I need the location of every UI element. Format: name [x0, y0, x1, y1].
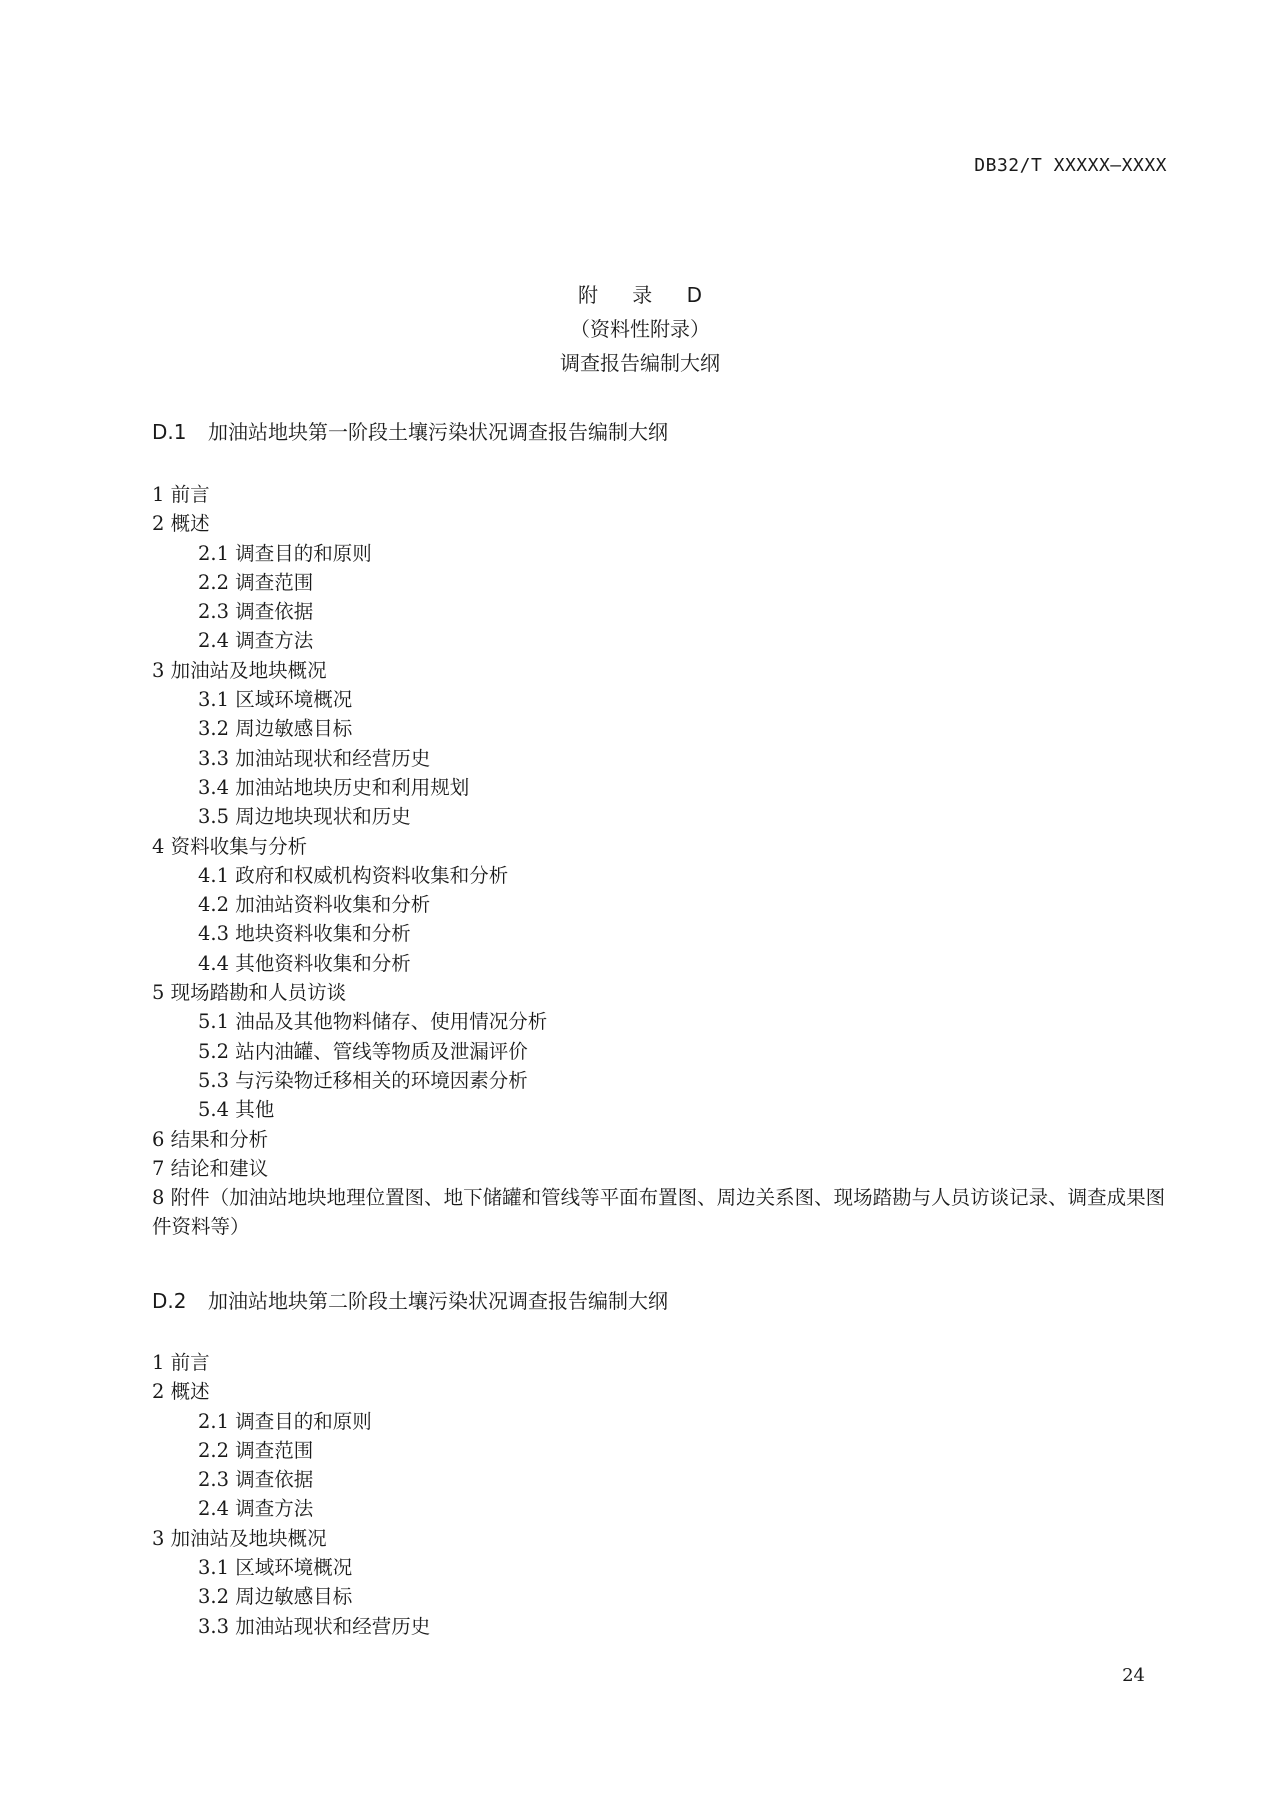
outline-item: 2 概述 [152, 512, 210, 536]
outline-subitem: 5.4 其他 [198, 1098, 275, 1122]
outline-subitem: 2.2 调查范围 [198, 1438, 314, 1462]
outline-item: 5 现场踏勘和人员访谈 [152, 981, 347, 1005]
outline-subitem: 4.4 其他资料收集和分析 [198, 951, 411, 975]
appendix-heading [0, 278, 1280, 380]
outline-item: 4 资料收集与分析 [152, 834, 308, 858]
outline-subitem: 2.4 调查方法 [198, 1497, 314, 1521]
section-number: D.1 [152, 420, 187, 444]
outline-subitem: 2.4 调查方法 [198, 629, 314, 653]
outline-subitem: 3.5 周边地块现状和历史 [198, 805, 411, 829]
outline-subitem: 5.2 站内油罐、管线等物质及泄漏评价 [198, 1039, 528, 1063]
section-number: D.2 [152, 1289, 187, 1313]
outline-subitem: 3.1 区域环境概况 [198, 1556, 353, 1580]
outline-item: 1 前言 [152, 483, 210, 506]
appendix-subtitle: （资料性附录） [570, 317, 710, 341]
outline-subitem: 4.2 加油站资料收集和分析 [198, 893, 431, 917]
outline-subitem: 3.3 加油站现状和经营历史 [198, 1614, 431, 1638]
section-title-d2 [152, 1285, 668, 1314]
outline-subitem: 4.3 地块资料收集和分析 [198, 922, 411, 946]
outline-d2 [152, 1348, 1170, 1641]
outline-item: 1 前言 [152, 1351, 210, 1374]
outline-item: 2 概述 [152, 1380, 210, 1404]
outline-subitem: 3.3 加油站现状和经营历史 [198, 746, 431, 770]
outline-subitem: 5.3 与污染物迁移相关的环境因素分析 [198, 1068, 528, 1092]
outline-subitem: 5.1 油品及其他物料储存、使用情况分析 [198, 1010, 548, 1034]
document-code: DB32/T XXXXX—XXXX [974, 155, 1167, 176]
outline-subitem: 2.2 调查范围 [198, 570, 314, 594]
outline-item: 3 加油站及地块概况 [152, 1526, 327, 1550]
outline-subitem: 3.2 周边敏感目标 [198, 1585, 353, 1609]
section-title-text: 加油站地块第一阶段土壤污染状况调查报告编制大纲 [208, 420, 668, 444]
page-number: 24 [1122, 1665, 1145, 1686]
outline-subitem: 3.4 加油站地块历史和利用规划 [198, 775, 470, 799]
outline-subitem: 3.1 区域环境概况 [198, 688, 353, 712]
outline-d1 [152, 480, 1170, 1242]
outline-item-attachments: 8 附件（加油站地块地理位置图、地下储罐和管线等平面布置图、周边关系图、现场踏勘与人员访谈记录、调查成果图件资料等） [152, 1186, 1166, 1239]
outline-subitem: 2.1 调查目的和原则 [198, 1409, 372, 1433]
appendix-heading-text: 调查报告编制大纲 [560, 351, 720, 375]
outline-item: 7 结论和建议 [152, 1156, 269, 1180]
outline-item: 6 结果和分析 [152, 1127, 269, 1151]
outline-item: 3 加油站及地块概况 [152, 658, 327, 682]
outline-subitem: 3.2 周边敏感目标 [198, 717, 353, 741]
outline-subitem: 4.1 政府和权威机构资料收集和分析 [198, 863, 509, 887]
outline-subitem: 2.1 调查目的和原则 [198, 541, 372, 565]
section-title-d1 [152, 416, 668, 445]
section-title-text: 加油站地块第二阶段土壤污染状况调查报告编制大纲 [208, 1289, 668, 1313]
appendix-title: 附 录 D [577, 283, 717, 307]
outline-subitem: 2.3 调查依据 [198, 1468, 314, 1492]
outline-subitem: 2.3 调查依据 [198, 600, 314, 624]
